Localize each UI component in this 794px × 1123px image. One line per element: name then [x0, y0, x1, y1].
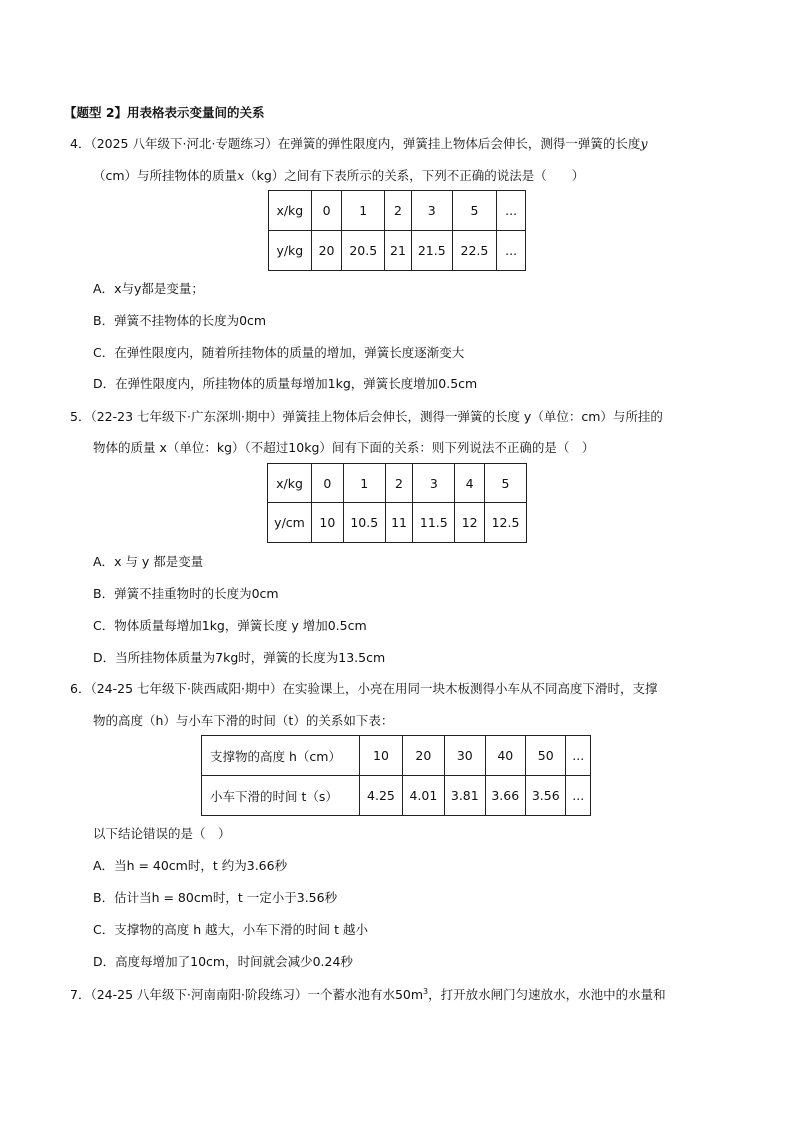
- table-cell: y/cm: [268, 503, 312, 543]
- question-4-option-a: [93, 279, 204, 297]
- table-cell: x/kg: [269, 191, 312, 231]
- table-cell: 10: [360, 736, 402, 776]
- table-cell: 3.81: [445, 776, 485, 816]
- table-cell: 3: [413, 464, 455, 503]
- table-cell: 2: [385, 191, 412, 231]
- option-text: 在弹性限度内，随着所挂物体的质量的增加，弹簧长度逐渐变大: [114, 345, 465, 360]
- question-5-option-b: [93, 584, 279, 602]
- table-cell: x/kg: [268, 464, 312, 503]
- table-cell: 4.01: [402, 776, 444, 816]
- table-cell: 30: [445, 736, 485, 776]
- table-cell: 1: [342, 191, 385, 231]
- question-7-stem-part-b: ，打开放水闸门匀速放水，水池中的水量和: [428, 987, 666, 1002]
- section-title: 【题型 2】用表格表示变量间的关系: [64, 105, 265, 120]
- question-4-table: [268, 190, 526, 271]
- option-text: 支撑物的高度 h 越大，小车下滑的时间 t 越小: [114, 922, 368, 937]
- table-cell: 0: [311, 191, 342, 231]
- table-cell: ...: [566, 736, 591, 776]
- table-cell: 3.56: [526, 776, 566, 816]
- table-cell: 4.25: [360, 776, 402, 816]
- question-5-table: [267, 463, 527, 543]
- option-text: 估计当h = 80cm时，t 一定小于3.56秒: [114, 890, 338, 905]
- question-4-stem-part-b: （kg）之间有下表所示的关系，下列不正确的说法是（ ）: [244, 168, 585, 183]
- option-label: A．: [93, 858, 115, 873]
- question-6-stem-line1: [70, 679, 657, 697]
- question-5-stem-text: （22-23 七年级下·广东深圳·期中）弹簧挂上物体后会伸长，测得一弹簧的长度 y（单位：cm）与所挂的: [90, 409, 663, 424]
- option-label: B．: [93, 890, 115, 905]
- question-7-stem-part-a: （24-25 八年级下·河南南阳·阶段练习）一个蓄水池有水50m: [90, 987, 424, 1002]
- table-cell: 1: [343, 464, 385, 503]
- question-4-y-var: y: [640, 136, 648, 151]
- question-6-table: [201, 735, 591, 816]
- question-4-number: 4．: [70, 136, 91, 151]
- option-label: D．: [93, 376, 116, 391]
- table-cell: ...: [566, 776, 591, 816]
- table-cell: 21: [385, 231, 412, 271]
- option-text: x 与 y 都是变量: [114, 554, 204, 569]
- option-label: A．: [93, 554, 115, 569]
- option-label: C．: [93, 922, 115, 937]
- question-5-option-d: [93, 648, 385, 666]
- question-5-option-c: [93, 616, 367, 634]
- question-5-stem-line2: 物体的质量 x（单位：kg）（不超过10kg）间有下面的关系：则下列说法不正确的是（ ）: [93, 440, 595, 455]
- option-text: 当h = 40cm时，t 约为3.66秒: [114, 858, 288, 873]
- option-text: 当所挂物体质量为7kg时，弹簧的长度为13.5cm: [115, 650, 386, 665]
- table-cell: 20.5: [342, 231, 385, 271]
- option-text: 弹簧不挂重物时的长度为0cm: [114, 586, 279, 601]
- option-text: 在弹性限度内，所挂物体的质量每增加1kg，弹簧长度增加0.5cm: [115, 376, 478, 391]
- table-cell: 10.5: [343, 503, 385, 543]
- table-cell: 11.5: [413, 503, 455, 543]
- question-4-stem-part-a: （cm）与所挂物体的质量: [93, 168, 238, 183]
- option-label: B．: [93, 586, 115, 601]
- table-cell: y/kg: [269, 231, 312, 271]
- option-text: 弹簧不挂物体的长度为0cm: [114, 313, 267, 328]
- table-cell: 5: [452, 191, 497, 231]
- table-cell: 2: [385, 464, 413, 503]
- question-4-stem-line1: [70, 134, 648, 152]
- table-cell: 11: [385, 503, 413, 543]
- question-6-option-b: [93, 888, 337, 906]
- option-label: D．: [93, 650, 116, 665]
- table-cell: 20: [402, 736, 444, 776]
- table-cell: 支撑物的高度 h（cm）: [202, 736, 360, 776]
- table-cell: 50: [526, 736, 566, 776]
- table-cell: 22.5: [452, 231, 497, 271]
- table-cell: 40: [485, 736, 525, 776]
- question-6-stem-text: （24-25 七年级下·陕西咸阳·期中）在实验课上，小亮在用同一块木板测得小车从不同高度下滑时，支撑: [90, 681, 658, 696]
- question-6-number: 6．: [70, 681, 91, 696]
- question-4-option-d: [93, 374, 477, 392]
- table-cell: 20: [311, 231, 342, 271]
- option-label: C．: [93, 345, 115, 360]
- option-text: 高度每增加了10cm，时间就会减少0.24秒: [115, 954, 353, 969]
- table-cell: 4: [455, 464, 485, 503]
- question-6-prompt: 以下结论错误的是（ ）: [93, 826, 231, 841]
- question-7-stem-line1: [70, 985, 666, 1003]
- table-cell: 10: [312, 503, 344, 543]
- table-cell: 3: [411, 191, 452, 231]
- table-cell: 小车下滑的时间 t（s）: [202, 776, 360, 816]
- question-6-option-a: [93, 856, 287, 874]
- table-cell: ...: [497, 191, 526, 231]
- table-cell: 0: [312, 464, 344, 503]
- question-7-number: 7．: [70, 987, 91, 1002]
- question-5-number: 5．: [70, 409, 91, 424]
- question-6-option-d: [93, 952, 353, 970]
- table-cell: 3.66: [485, 776, 525, 816]
- question-5-stem-line1: [70, 407, 663, 425]
- question-6-option-c: [93, 920, 368, 938]
- table-cell: 21.5: [411, 231, 452, 271]
- table-cell: 5: [485, 464, 527, 503]
- option-label: C．: [93, 618, 115, 633]
- table-cell: 12: [455, 503, 485, 543]
- question-4-option-c: [93, 343, 464, 361]
- option-text: x与y都是变量；: [114, 281, 204, 296]
- table-cell: 12.5: [485, 503, 527, 543]
- option-label: A．: [93, 281, 115, 296]
- option-label: B．: [93, 313, 115, 328]
- question-7-superscript: 3: [423, 986, 429, 996]
- question-4-stem-line2: [93, 166, 584, 184]
- question-4-option-b: [93, 311, 266, 329]
- question-4-x-var: x: [237, 168, 245, 183]
- option-label: D．: [93, 954, 116, 969]
- question-6-stem-line2: 物的高度（h）与小车下滑的时间（t）的关系如下表：: [93, 713, 394, 728]
- table-cell: ...: [497, 231, 526, 271]
- question-4-stem-text: （2025 八年级下·河北·专题练习）在弹簧的弹性限度内，弹簧挂上物体后会伸长，测得一弹簧的长度: [90, 136, 641, 151]
- question-5-option-a: [93, 552, 203, 570]
- option-text: 物体质量每增加1kg，弹簧长度 y 增加0.5cm: [114, 618, 367, 633]
